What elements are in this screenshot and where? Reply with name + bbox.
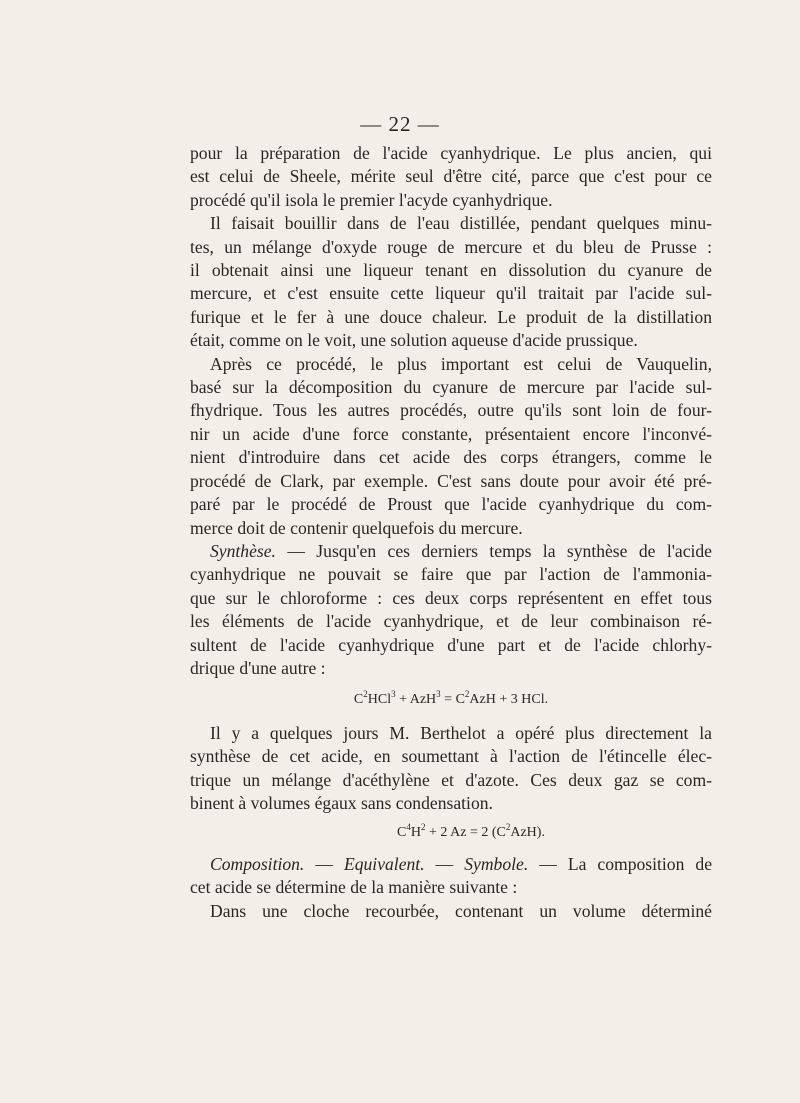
text-line: mercure, et c'est ensuite cette liqueur qu'il traitait par l'acide sul- (190, 283, 712, 304)
page-body (190, 142, 712, 923)
page-number: — 22 — (360, 112, 440, 136)
text-line: Dans une cloche recourbée, contenant un volume déterminé (210, 900, 712, 921)
text-line: que sur le chloroforme : ces deux corps représentent en effet tous (190, 587, 712, 608)
text-line: fhydrique. Tous les autres procédés, outre qu'ils sont loin de four- (190, 400, 712, 421)
text-line: Après ce procédé, le plus important est celui de Vauquelin, (210, 353, 712, 374)
section-heading-composition: Composition. (210, 853, 305, 874)
text-line: est celui de Sheele, mérite seul d'être cité, parce que c'est pour ce (190, 166, 712, 187)
text-line: drique d'une autre : (190, 657, 326, 678)
text-line: cet acide se détermine de la manière suivante : (190, 877, 518, 898)
text-line: trique un mélange d'acéthylène et d'azote. Ces deux gaz se com- (190, 769, 712, 790)
text-line: sultent de l'acide cyanhydrique d'une part et de l'acide chlorhy- (190, 634, 712, 655)
text-line: paré par le procédé de Proust que l'acide cyanhydrique du com- (190, 494, 712, 515)
text-line: Il faisait bouillir dans de l'eau distillée, pendant quelques minu- (210, 213, 712, 234)
text-line (190, 540, 712, 563)
text-line: nient d'introduire dans cet acide des corps étrangers, comme le (190, 447, 712, 468)
section-heading-symbole: Symbole. (464, 853, 529, 874)
text-line: furique et le fer à une douce chaleur. Le produit de la distillation (190, 306, 712, 327)
text-fragment: — Jusqu'en ces derniers temps la synthèse de l'acide (275, 540, 712, 561)
text-line: procédé de Clark, par exemple. C'est sans doute pour avoir été pré- (190, 470, 712, 491)
text-line: nir un acide d'une force constante, présentaient encore l'inconvé- (190, 423, 712, 444)
text-line: les éléments de l'acide cyanhydrique, et de leur combinaison ré- (190, 611, 712, 632)
text-line: il obtenait ainsi une liqueur tenant en dissolution du cyanure de (190, 260, 712, 281)
text-line: pour la préparation de l'acide cyanhydrique. Le plus ancien, qui (190, 143, 712, 163)
text-line: tes, un mélange d'oxyde rouge de mercure et du bleu de Prusse : (190, 236, 712, 257)
text-line: Il y a quelques jours M. Berthelot a opéré plus directement la (210, 722, 712, 743)
section-heading-equivalent: Equivalent. (343, 853, 425, 874)
text-line: binent à volumes égaux sans condensation. (190, 792, 493, 813)
text-line: synthèse de cet acide, en soumettant à l'action de l'étincelle élec- (190, 746, 712, 767)
text-line: Composition. — Equivalent. — Symbole. — La composition de (210, 853, 713, 874)
text-line: merce doit de contenir quelquefois du mercure. (190, 517, 523, 538)
chemical-equation-1: $C^2HCl^3 + AzH^3 = C^2AzH + 3$ HCl. (353, 689, 549, 708)
text-line: procédé qu'il isola le premier l'acyde cyanhydrique. (190, 189, 553, 210)
text-line: cyanhydrique ne pouvait se faire que par l'action de l'ammonia- (190, 564, 712, 585)
section-heading-synthese: Synthèse. (210, 540, 276, 561)
text-line: basé sur la décomposition du cyanure de mercure par l'acide sul- (190, 377, 712, 398)
text-line: était, comme on le voit, une solution aqueuse d'acide prussique. (190, 330, 638, 351)
chemical-equation-2: $C^4H^2 + 2$ Az = 2 $(C^2AzH)$. (397, 822, 545, 841)
